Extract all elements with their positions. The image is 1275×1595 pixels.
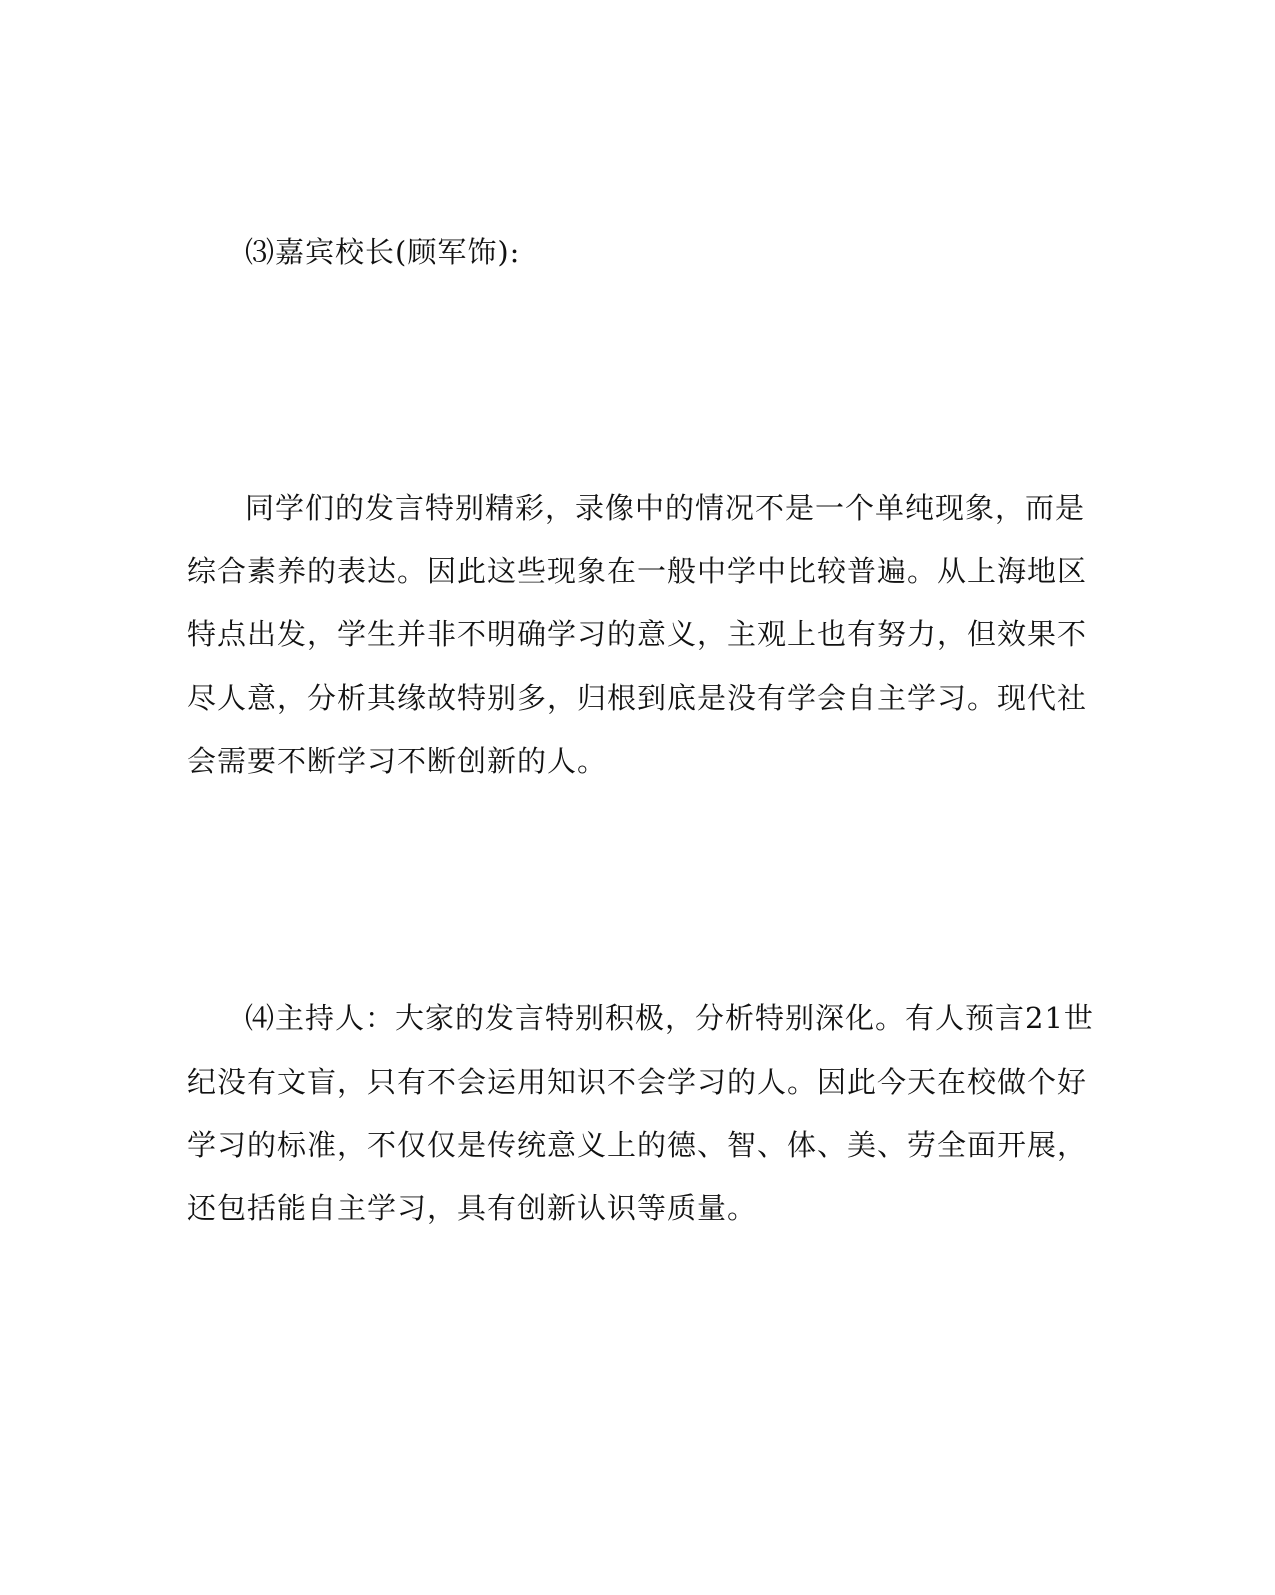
paragraph-line: 综合素养的表达。因此这些现象在一般中学中比较普遍。从上海地区 bbox=[187, 554, 1088, 588]
paragraph-line: 尽人意，分析其缘故特别多，归根到底是没有学会自主学习。现代社 bbox=[187, 681, 1088, 715]
paragraph-line: 还包括能自主学习，具有创新认识等质量。 bbox=[187, 1191, 758, 1225]
paragraph-line: 会需要不断学习不断创新的人。 bbox=[187, 744, 608, 778]
paragraph-line: 纪没有文盲，只有不会运用知识不会学习的人。因此今天在校做个好 bbox=[187, 1065, 1088, 1099]
paragraph-line: 特点出发，学生并非不明确学习的意义，主观上也有努力，但效果不 bbox=[187, 617, 1088, 651]
paragraph-line: 学习的标准，不仅仅是传统意义上的德、智、体、美、劳全面开展， bbox=[187, 1128, 1088, 1162]
paragraph-line: ⑷主持人：大家的发言特别积极，分析特别深化。有人预言21世 bbox=[245, 1001, 1094, 1035]
speaker-heading-principal: ⑶嘉宾校长(顾军饰): bbox=[245, 235, 521, 269]
paragraph-line: 同学们的发言特别精彩，录像中的情况不是一个单纯现象，而是 bbox=[245, 491, 1086, 525]
